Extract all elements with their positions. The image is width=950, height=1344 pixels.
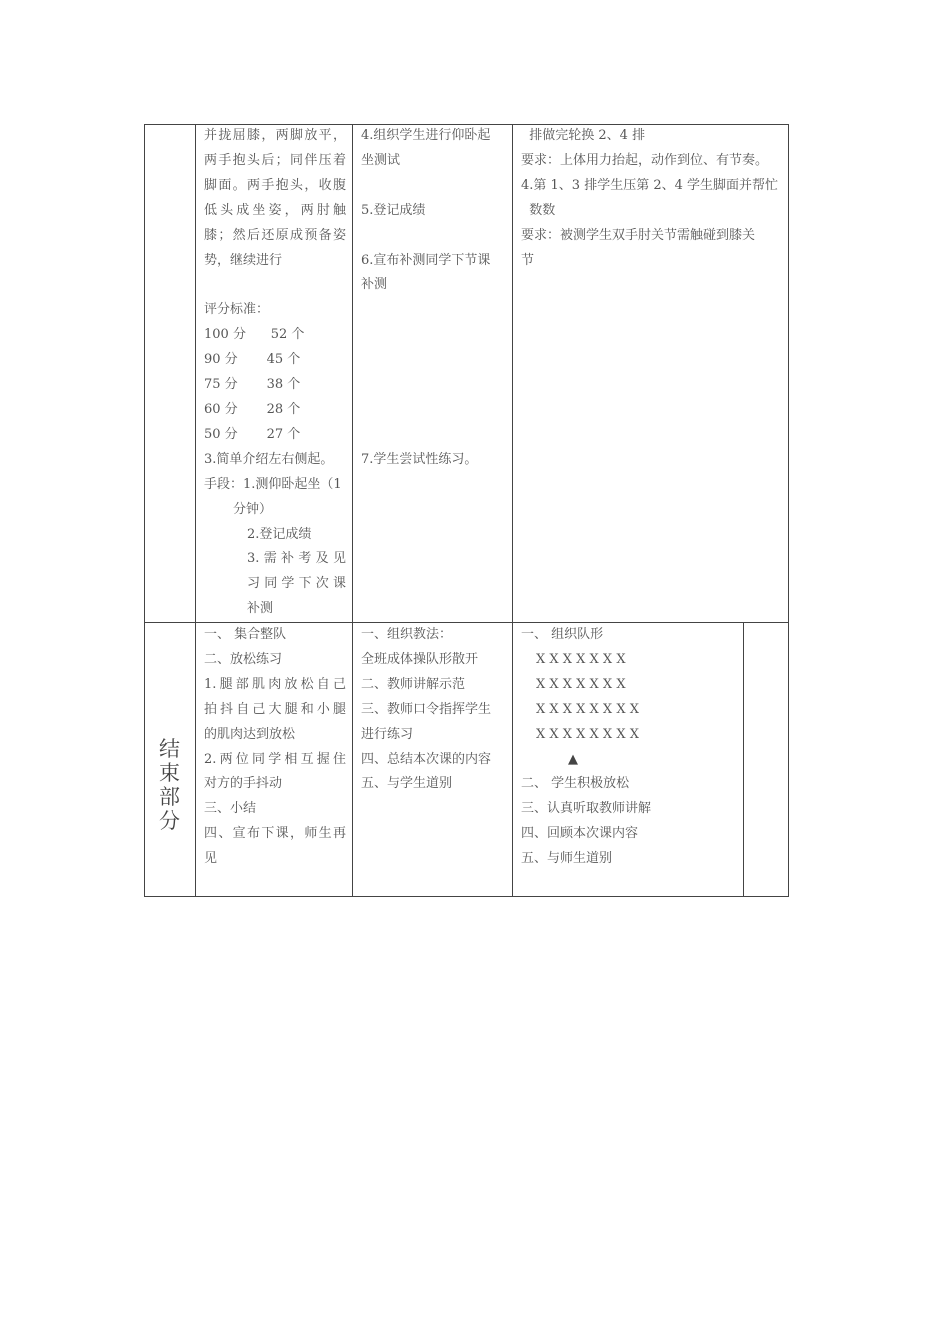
score-row: 60 分 28 个 — [204, 401, 301, 417]
text-line: 节 — [521, 252, 535, 268]
text-line: 3.简单介绍左右侧起。 — [204, 451, 334, 467]
content-cell — [204, 623, 346, 872]
text-line: 的肌肉达到放松 — [204, 726, 296, 742]
teacher-marker-icon: ▲ — [568, 751, 578, 767]
text-line: 势，继续进行 — [204, 252, 283, 268]
text-line — [361, 174, 507, 199]
text-line: 膝；然后还原成预备姿 — [204, 227, 346, 243]
text-line: 数数 — [521, 202, 556, 218]
text-line: 二、教师讲解示范 — [361, 676, 466, 692]
text-line: 一、组织教法： — [361, 627, 453, 642]
formation-row: X X X X X X X X — [536, 701, 639, 717]
table-bottom-border — [144, 896, 789, 897]
text-line: 分钟） — [233, 501, 273, 517]
text-line: 手段：1.测仰卧起坐（1 — [204, 476, 342, 492]
text-line — [361, 323, 507, 348]
section-label-char: 结 — [159, 737, 180, 761]
method-cell — [361, 124, 507, 473]
score-row: 50 分 27 个 — [204, 426, 301, 442]
text-line: 1.腿部肌肉放松自己 — [204, 676, 346, 692]
text-line — [361, 373, 507, 398]
text-line — [204, 273, 346, 298]
score-row: 90 分 45 个 — [204, 352, 301, 368]
text-line: 五、与学生道别 — [361, 776, 453, 792]
text-line: 5.登记成绩 — [361, 202, 426, 218]
text-line: 补测 — [247, 601, 274, 617]
text-line: 低头成坐姿，两肘触 — [204, 202, 346, 218]
text-line: 3.需补考及见 — [247, 551, 346, 567]
text-line: 三、认真听取教师讲解 — [521, 801, 652, 817]
text-line: 要求：上体用力抬起，动作到位、有节奏。 — [521, 152, 769, 168]
section-label-char: 分 — [159, 809, 180, 833]
organization-cell — [521, 623, 739, 872]
column-divider-4 — [743, 622, 744, 897]
text-line: 五、与师生道别 — [521, 851, 613, 867]
text-line: 四、回顾本次课内容 — [521, 826, 639, 842]
text-line: 坐测试 — [361, 152, 401, 168]
text-line: 2.两位同学相互握住 — [204, 751, 346, 767]
text-line: 评分标准： — [204, 302, 270, 318]
content-cell — [204, 124, 346, 622]
score-row: 75 分 38 个 — [204, 377, 301, 393]
text-line — [361, 348, 507, 373]
formation-row: X X X X X X X — [536, 676, 626, 692]
text-line: 要求：被测学生双手肘关节需触碰到膝关 — [521, 227, 756, 243]
text-line: 6.宣布补测同学下节课 — [361, 252, 491, 268]
text-line: 并拢屈膝，两脚放平， — [204, 128, 346, 143]
text-line — [361, 398, 507, 423]
section-label-ending — [144, 737, 195, 833]
text-line: 7.学生尝试性练习。 — [361, 451, 478, 467]
text-line: 全班成体操队形散开 — [361, 651, 479, 667]
text-line: 2.登记成绩 — [247, 526, 312, 542]
text-line: 对方的手抖动 — [204, 776, 283, 792]
text-line: 一、 组织队形 — [521, 627, 604, 642]
text-line: 进行练习 — [361, 726, 414, 742]
organization-cell — [521, 124, 783, 273]
text-line: 三、小结 — [204, 801, 257, 817]
score-row: 100 分 52 个 — [204, 327, 305, 343]
text-line: 4.组织学生进行仰卧起 — [361, 128, 491, 143]
text-line — [361, 423, 507, 448]
text-line: 4.第 1、3 排学生压第 2、4 学生脚面并帮忙 — [521, 177, 779, 193]
text-line — [361, 224, 507, 249]
text-line: 脚面。两手抱头，收腹 — [204, 177, 346, 193]
section-label-char: 部 — [159, 785, 180, 809]
column-divider-3 — [512, 124, 513, 897]
text-line: 四、宣布下课，师生再 — [204, 826, 346, 842]
text-line: 排做完轮换 2、4 排 — [521, 128, 646, 143]
lesson-plan-table — [144, 124, 789, 897]
column-divider-1 — [195, 124, 196, 897]
text-line: 见 — [204, 851, 218, 867]
text-line: 二、放松练习 — [204, 651, 283, 667]
text-line — [361, 298, 507, 323]
formation-row: X X X X X X X X — [536, 726, 639, 742]
method-cell — [361, 623, 507, 797]
table-right-border — [788, 124, 789, 897]
text-line: 两手抱头后；同伴压着 — [204, 152, 346, 168]
text-line: 补测 — [361, 277, 388, 293]
text-line: 四、总结本次课的内容 — [361, 751, 492, 767]
text-line: 三、教师口令指挥学生 — [361, 701, 492, 717]
text-line: 一、 集合整队 — [204, 627, 287, 642]
text-line: 拍抖自己大腿和小腿 — [204, 701, 346, 717]
section-label-char: 束 — [159, 761, 180, 785]
text-line: 二、 学生积极放松 — [521, 776, 630, 792]
formation-row: X X X X X X X — [536, 651, 626, 667]
column-divider-2 — [352, 124, 353, 897]
text-line: 习同学下次课 — [247, 576, 346, 592]
